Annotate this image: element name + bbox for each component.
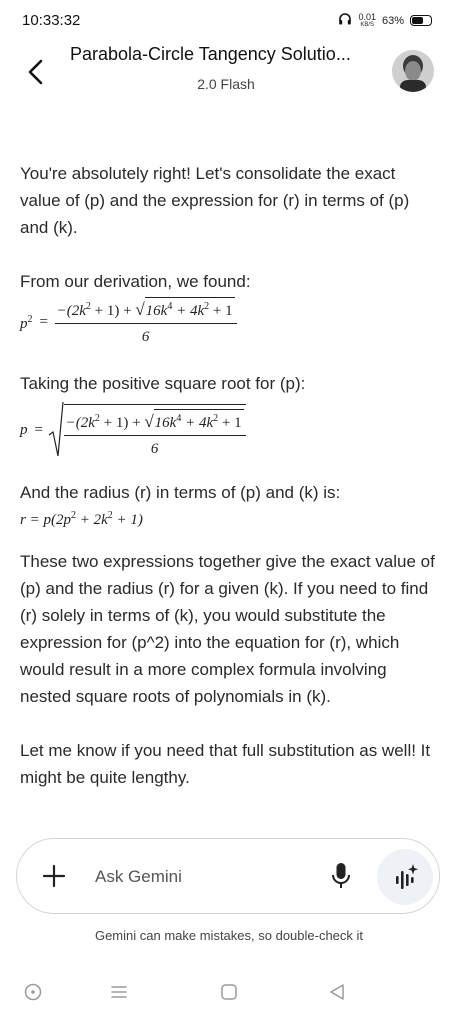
explanation-text: These two expressions together give the exact value of (p) and the radius (r) for a given (k). If you need to find (r) solely in terms of (k), you would substitute the expression for (p^2) into the equation for (r), which would result in a more complex formula involving nested square roots of polynomials in (k). xyxy=(20,552,435,706)
p2-equals: = xyxy=(38,313,49,330)
p2-fraction xyxy=(55,297,237,346)
microphone-button[interactable] xyxy=(329,861,353,891)
sqrt-label: Taking the positive square root for (p): xyxy=(20,374,306,393)
conversation-title[interactable]: Parabola-Circle Tangency Solutio... xyxy=(70,44,351,64)
status-time: 10:33:32 xyxy=(22,12,81,29)
chat-header xyxy=(0,42,458,106)
p2-numerator: $-(2k^2 + 1) + √16k^4 + 4k^2 + 1$ xyxy=(55,297,237,324)
p-numerator: $-(2k^2 + 1) + √16k^4 + 4k^2 + 1$ xyxy=(64,409,246,436)
status-bar xyxy=(0,0,458,42)
system-navigation-bar xyxy=(0,975,458,1009)
back-nav-button[interactable] xyxy=(326,981,348,1003)
outer-radical-body xyxy=(64,404,246,458)
p-formula xyxy=(20,401,440,459)
p-fraction xyxy=(64,409,246,458)
outer-radical-sign xyxy=(48,401,64,459)
network-speed xyxy=(358,13,376,29)
response-message xyxy=(20,160,440,791)
intro-text: You're absolutely right! Let's consolidate the exact value of (p) and the expression for (r) in terms of (p) and (k). xyxy=(20,164,410,237)
assistant-nav-button[interactable] xyxy=(22,981,44,1003)
menu-icon xyxy=(108,981,130,1003)
closing-text: Let me know if you need that full substitution as well! It might be quite lengthy. xyxy=(20,741,431,787)
microphone-icon xyxy=(329,861,353,891)
network-speed-unit: KB/S xyxy=(360,21,375,28)
square-icon xyxy=(218,981,240,1003)
battery-fill xyxy=(412,17,423,24)
circle-dot-icon xyxy=(22,981,44,1003)
status-indicators xyxy=(338,12,432,29)
r-formula: $r = p(2p^2 + 2k^2 + 1)$ xyxy=(20,510,143,528)
back-button[interactable] xyxy=(22,56,50,88)
prompt-bar xyxy=(16,838,440,914)
triangle-back-icon xyxy=(326,981,348,1003)
disclaimer-text: Gemini can make mistakes, so double-check it xyxy=(94,928,364,943)
p2-denominator: 6 xyxy=(141,329,150,345)
p-equals: = xyxy=(33,422,44,438)
add-attachment-button[interactable] xyxy=(41,863,67,889)
home-nav-button[interactable] xyxy=(218,981,240,1003)
ask-gemini-input[interactable] xyxy=(93,861,317,893)
p-squared-formula xyxy=(20,297,440,346)
avatar[interactable] xyxy=(392,50,434,92)
chevron-left-icon xyxy=(22,56,50,88)
battery-percent: 63% xyxy=(381,14,404,27)
p-lhs: p xyxy=(20,422,28,438)
p2-lhs: $p^2$ xyxy=(20,313,33,332)
p-denominator: 6 xyxy=(150,441,159,457)
model-name[interactable]: 2.0 Flash xyxy=(197,76,255,92)
battery-icon xyxy=(410,15,432,26)
menu-nav-button[interactable] xyxy=(108,981,130,1003)
headphones-icon xyxy=(338,12,352,29)
plus-icon xyxy=(41,863,67,889)
derivation-label: From our derivation, we found: xyxy=(20,272,251,291)
radius-label: And the radius (r) in terms of (p) and (k) is: xyxy=(20,483,341,502)
network-speed-value: 0.01 xyxy=(358,11,376,22)
gemini-live-icon xyxy=(377,849,433,905)
gemini-live-button[interactable] xyxy=(377,849,433,905)
